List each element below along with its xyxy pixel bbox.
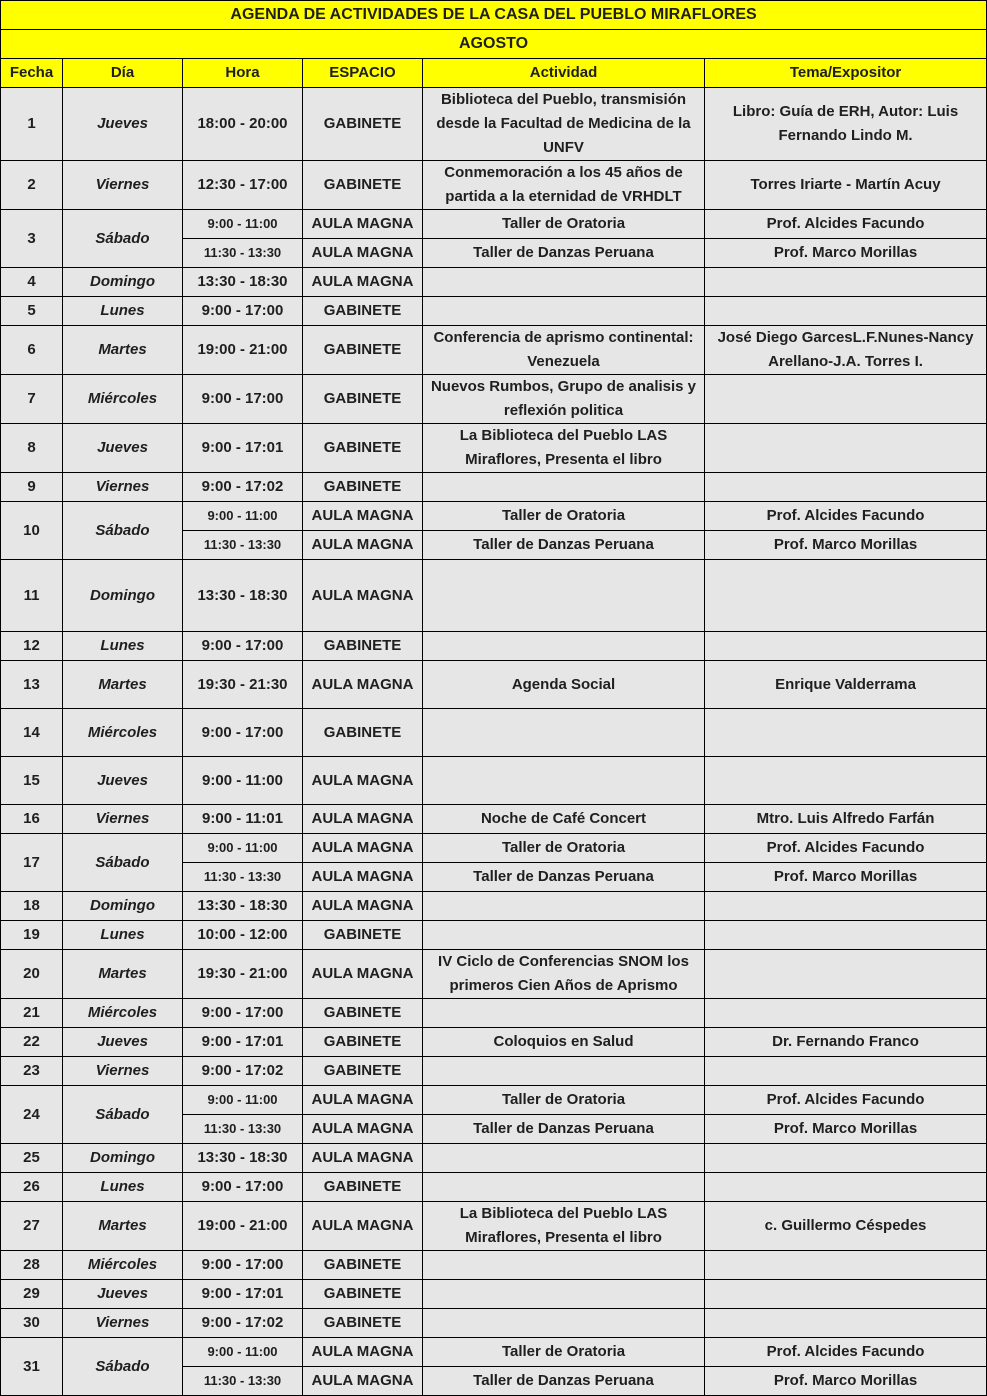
- fecha-cell: 23: [1, 1057, 63, 1086]
- tema-cell: Prof. Marco Morillas: [705, 1367, 987, 1396]
- tema-cell: [705, 1309, 987, 1338]
- espacio-cell: AULA MAGNA: [303, 757, 423, 805]
- espacio-cell: AULA MAGNA: [303, 502, 423, 531]
- column-header-tema: Tema/Expositor: [705, 59, 987, 88]
- fecha-cell: 13: [1, 661, 63, 709]
- tema-cell: [705, 632, 987, 661]
- espacio-cell: AULA MAGNA: [303, 210, 423, 239]
- actividad-cell: Conferencia de aprismo continental: Venezuela: [423, 326, 705, 375]
- hora-cell: 9:00 - 11:00: [183, 1338, 303, 1367]
- tema-cell: Prof. Marco Morillas: [705, 863, 987, 892]
- hora-cell: 13:30 - 18:30: [183, 1144, 303, 1173]
- fecha-cell: 8: [1, 424, 63, 473]
- dia-cell: Miércoles: [63, 999, 183, 1028]
- dia-cell: Domingo: [63, 268, 183, 297]
- fecha-cell: 29: [1, 1280, 63, 1309]
- espacio-cell: AULA MAGNA: [303, 805, 423, 834]
- actividad-cell: [423, 757, 705, 805]
- espacio-cell: GABINETE: [303, 709, 423, 757]
- hora-cell: 9:00 - 11:00: [183, 502, 303, 531]
- hora-cell: 9:00 - 17:00: [183, 375, 303, 424]
- actividad-cell: La Biblioteca del Pueblo LAS Miraflores, Presenta el libro: [423, 1202, 705, 1251]
- espacio-cell: GABINETE: [303, 88, 423, 161]
- actividad-cell: Taller de Oratoria: [423, 210, 705, 239]
- espacio-cell: AULA MAGNA: [303, 834, 423, 863]
- table-row: [1, 632, 987, 661]
- fecha-cell: 1: [1, 88, 63, 161]
- fecha-cell: 2: [1, 161, 63, 210]
- dia-cell: Viernes: [63, 473, 183, 502]
- espacio-cell: AULA MAGNA: [303, 661, 423, 709]
- fecha-cell: 19: [1, 921, 63, 950]
- actividad-cell: Coloquios en Salud: [423, 1028, 705, 1057]
- tema-cell: [705, 473, 987, 502]
- hora-cell: 9:00 - 17:00: [183, 1173, 303, 1202]
- dia-cell: Jueves: [63, 424, 183, 473]
- dia-cell: Lunes: [63, 632, 183, 661]
- actividad-cell: [423, 921, 705, 950]
- dia-cell: Miércoles: [63, 375, 183, 424]
- tema-cell: [705, 1280, 987, 1309]
- table-row: [1, 661, 987, 709]
- actividad-cell: [423, 1173, 705, 1202]
- hora-cell: 9:00 - 17:01: [183, 424, 303, 473]
- actividad-cell: [423, 473, 705, 502]
- espacio-cell: GABINETE: [303, 326, 423, 375]
- espacio-cell: AULA MAGNA: [303, 1086, 423, 1115]
- hora-cell: 9:00 - 17:01: [183, 1028, 303, 1057]
- table-row: [1, 1144, 987, 1173]
- fecha-cell: 3: [1, 210, 63, 268]
- espacio-cell: AULA MAGNA: [303, 950, 423, 999]
- table-row: [1, 999, 987, 1028]
- fecha-cell: 31: [1, 1338, 63, 1396]
- actividad-cell: Taller de Danzas Peruana: [423, 531, 705, 560]
- tema-cell: [705, 757, 987, 805]
- tema-cell: Mtro. Luis Alfredo Farfán: [705, 805, 987, 834]
- hora-cell: 9:00 - 17:00: [183, 999, 303, 1028]
- tema-cell: [705, 297, 987, 326]
- fecha-cell: 26: [1, 1173, 63, 1202]
- table-row: [1, 375, 987, 424]
- fecha-cell: 11: [1, 560, 63, 632]
- actividad-cell: [423, 709, 705, 757]
- table-row: [1, 1309, 987, 1338]
- hora-cell: 11:30 - 13:30: [183, 863, 303, 892]
- month-title: AGOSTO: [1, 30, 987, 59]
- table-row: [1, 161, 987, 210]
- hora-cell: 9:00 - 17:02: [183, 1057, 303, 1086]
- fecha-cell: 20: [1, 950, 63, 999]
- espacio-cell: GABINETE: [303, 375, 423, 424]
- tema-cell: [705, 921, 987, 950]
- hora-cell: 11:30 - 13:30: [183, 239, 303, 268]
- fecha-cell: 30: [1, 1309, 63, 1338]
- fecha-cell: 7: [1, 375, 63, 424]
- actividad-cell: Nuevos Rumbos, Grupo de analisis y reflexión politica: [423, 375, 705, 424]
- table-row: [1, 560, 987, 632]
- actividad-cell: [423, 999, 705, 1028]
- espacio-cell: AULA MAGNA: [303, 863, 423, 892]
- actividad-cell: [423, 268, 705, 297]
- espacio-cell: GABINETE: [303, 632, 423, 661]
- tema-cell: [705, 1144, 987, 1173]
- dia-cell: Miércoles: [63, 1251, 183, 1280]
- hora-cell: 9:00 - 11:01: [183, 805, 303, 834]
- fecha-cell: 17: [1, 834, 63, 892]
- fecha-cell: 22: [1, 1028, 63, 1057]
- tema-cell: [705, 709, 987, 757]
- table-row: [1, 326, 987, 375]
- hora-cell: 9:00 - 17:00: [183, 297, 303, 326]
- hora-cell: 9:00 - 11:00: [183, 757, 303, 805]
- hora-cell: 9:00 - 11:00: [183, 1086, 303, 1115]
- actividad-cell: [423, 560, 705, 632]
- espacio-cell: AULA MAGNA: [303, 531, 423, 560]
- column-header-actividad: Actividad: [423, 59, 705, 88]
- actividad-cell: Conmemoración a los 45 años de partida a la eternidad de VRHDLT: [423, 161, 705, 210]
- column-header-dia: Día: [63, 59, 183, 88]
- hora-cell: 13:30 - 18:30: [183, 560, 303, 632]
- tema-cell: [705, 375, 987, 424]
- dia-cell: Martes: [63, 661, 183, 709]
- fecha-cell: 25: [1, 1144, 63, 1173]
- fecha-cell: 15: [1, 757, 63, 805]
- tema-cell: [705, 892, 987, 921]
- dia-cell: Sábado: [63, 210, 183, 268]
- tema-cell: [705, 1251, 987, 1280]
- agenda-body: [1, 88, 987, 1396]
- actividad-cell: Taller de Danzas Peruana: [423, 239, 705, 268]
- tema-cell: [705, 424, 987, 473]
- fecha-cell: 5: [1, 297, 63, 326]
- hora-cell: 9:00 - 11:00: [183, 210, 303, 239]
- hora-cell: 9:00 - 17:02: [183, 1309, 303, 1338]
- espacio-cell: GABINETE: [303, 424, 423, 473]
- espacio-cell: AULA MAGNA: [303, 1115, 423, 1144]
- hora-cell: 9:00 - 17:02: [183, 473, 303, 502]
- dia-cell: Domingo: [63, 892, 183, 921]
- tema-cell: [705, 268, 987, 297]
- actividad-cell: Taller de Danzas Peruana: [423, 1367, 705, 1396]
- tema-cell: Prof. Alcides Facundo: [705, 210, 987, 239]
- table-row: [1, 805, 987, 834]
- table-row: [1, 1338, 987, 1367]
- actividad-cell: Taller de Oratoria: [423, 1338, 705, 1367]
- actividad-cell: [423, 1057, 705, 1086]
- dia-cell: Miércoles: [63, 709, 183, 757]
- table-row: [1, 709, 987, 757]
- hora-cell: 9:00 - 11:00: [183, 834, 303, 863]
- table-row: [1, 892, 987, 921]
- dia-cell: Domingo: [63, 1144, 183, 1173]
- fecha-cell: 9: [1, 473, 63, 502]
- column-header-hora: Hora: [183, 59, 303, 88]
- table-row: [1, 210, 987, 239]
- tema-cell: Libro: Guía de ERH, Autor: Luis Fernando Lindo M.: [705, 88, 987, 161]
- actividad-cell: [423, 632, 705, 661]
- hora-cell: 19:00 - 21:00: [183, 326, 303, 375]
- espacio-cell: GABINETE: [303, 1173, 423, 1202]
- fecha-cell: 14: [1, 709, 63, 757]
- tema-cell: [705, 950, 987, 999]
- fecha-cell: 6: [1, 326, 63, 375]
- table-row: [1, 297, 987, 326]
- fecha-cell: 16: [1, 805, 63, 834]
- espacio-cell: AULA MAGNA: [303, 1202, 423, 1251]
- dia-cell: Sábado: [63, 1086, 183, 1144]
- actividad-cell: [423, 1251, 705, 1280]
- tema-cell: [705, 560, 987, 632]
- actividad-cell: Taller de Danzas Peruana: [423, 863, 705, 892]
- espacio-cell: GABINETE: [303, 1251, 423, 1280]
- dia-cell: Jueves: [63, 1028, 183, 1057]
- espacio-cell: AULA MAGNA: [303, 239, 423, 268]
- tema-cell: c. Guillermo Céspedes: [705, 1202, 987, 1251]
- espacio-cell: GABINETE: [303, 161, 423, 210]
- tema-cell: Torres Iriarte - Martín Acuy: [705, 161, 987, 210]
- hora-cell: 12:30 - 17:00: [183, 161, 303, 210]
- hora-cell: 19:30 - 21:00: [183, 950, 303, 999]
- tema-cell: [705, 1173, 987, 1202]
- hora-cell: 9:00 - 17:00: [183, 1251, 303, 1280]
- dia-cell: Sábado: [63, 502, 183, 560]
- espacio-cell: GABINETE: [303, 1028, 423, 1057]
- dia-cell: Viernes: [63, 161, 183, 210]
- column-header-espacio: ESPACIO: [303, 59, 423, 88]
- espacio-cell: GABINETE: [303, 999, 423, 1028]
- actividad-cell: Biblioteca del Pueblo, transmisión desde la Facultad de Medicina de la UNFV: [423, 88, 705, 161]
- hora-cell: 11:30 - 13:30: [183, 531, 303, 560]
- espacio-cell: AULA MAGNA: [303, 1338, 423, 1367]
- table-row: [1, 502, 987, 531]
- actividad-cell: [423, 892, 705, 921]
- column-header-fecha: Fecha: [1, 59, 63, 88]
- tema-cell: Prof. Alcides Facundo: [705, 1086, 987, 1115]
- actividad-cell: [423, 1309, 705, 1338]
- fecha-cell: 4: [1, 268, 63, 297]
- dia-cell: Lunes: [63, 921, 183, 950]
- tema-cell: José Diego GarcesL.F.Nunes-Nancy Arellano-J.A. Torres I.: [705, 326, 987, 375]
- dia-cell: Martes: [63, 326, 183, 375]
- tema-cell: Prof. Marco Morillas: [705, 1115, 987, 1144]
- table-row: [1, 1251, 987, 1280]
- espacio-cell: GABINETE: [303, 473, 423, 502]
- table-row: [1, 1202, 987, 1251]
- hora-cell: 9:00 - 17:01: [183, 1280, 303, 1309]
- dia-cell: Martes: [63, 1202, 183, 1251]
- espacio-cell: AULA MAGNA: [303, 892, 423, 921]
- table-row: [1, 921, 987, 950]
- tema-cell: [705, 1057, 987, 1086]
- espacio-cell: GABINETE: [303, 1057, 423, 1086]
- actividad-cell: [423, 297, 705, 326]
- table-row: [1, 1057, 987, 1086]
- hora-cell: 18:00 - 20:00: [183, 88, 303, 161]
- dia-cell: Sábado: [63, 1338, 183, 1396]
- actividad-cell: Agenda Social: [423, 661, 705, 709]
- actividad-cell: La Biblioteca del Pueblo LAS Miraflores, Presenta el libro: [423, 424, 705, 473]
- tema-cell: Prof. Alcides Facundo: [705, 834, 987, 863]
- espacio-cell: AULA MAGNA: [303, 560, 423, 632]
- table-row: [1, 950, 987, 999]
- espacio-cell: GABINETE: [303, 297, 423, 326]
- actividad-cell: Noche de Café Concert: [423, 805, 705, 834]
- fecha-cell: 24: [1, 1086, 63, 1144]
- dia-cell: Jueves: [63, 88, 183, 161]
- espacio-cell: AULA MAGNA: [303, 268, 423, 297]
- hora-cell: 11:30 - 13:30: [183, 1367, 303, 1396]
- tema-cell: [705, 999, 987, 1028]
- dia-cell: Lunes: [63, 297, 183, 326]
- tema-cell: Prof. Alcides Facundo: [705, 1338, 987, 1367]
- hora-cell: 9:00 - 17:00: [183, 709, 303, 757]
- actividad-cell: Taller de Oratoria: [423, 502, 705, 531]
- fecha-cell: 28: [1, 1251, 63, 1280]
- hora-cell: 13:30 - 18:30: [183, 268, 303, 297]
- actividad-cell: [423, 1280, 705, 1309]
- actividad-cell: IV Ciclo de Conferencias SNOM los primeros Cien Años de Aprismo: [423, 950, 705, 999]
- hora-cell: 11:30 - 13:30: [183, 1115, 303, 1144]
- hora-cell: 19:30 - 21:30: [183, 661, 303, 709]
- hora-cell: 19:00 - 21:00: [183, 1202, 303, 1251]
- espacio-cell: GABINETE: [303, 921, 423, 950]
- tema-cell: Enrique Valderrama: [705, 661, 987, 709]
- dia-cell: Jueves: [63, 757, 183, 805]
- dia-cell: Jueves: [63, 1280, 183, 1309]
- table-row: [1, 424, 987, 473]
- table-row: [1, 1028, 987, 1057]
- fecha-cell: 21: [1, 999, 63, 1028]
- table-row: [1, 834, 987, 863]
- actividad-cell: [423, 1144, 705, 1173]
- tema-cell: Prof. Alcides Facundo: [705, 502, 987, 531]
- actividad-cell: Taller de Oratoria: [423, 1086, 705, 1115]
- fecha-cell: 12: [1, 632, 63, 661]
- agenda-title: AGENDA DE ACTIVIDADES DE LA CASA DEL PUEBLO MIRAFLORES: [1, 1, 987, 30]
- hora-cell: 10:00 - 12:00: [183, 921, 303, 950]
- column-header-row: [1, 59, 987, 88]
- espacio-cell: GABINETE: [303, 1309, 423, 1338]
- espacio-cell: GABINETE: [303, 1280, 423, 1309]
- hora-cell: 9:00 - 17:00: [183, 632, 303, 661]
- table-row: [1, 1086, 987, 1115]
- actividad-cell: Taller de Danzas Peruana: [423, 1115, 705, 1144]
- espacio-cell: AULA MAGNA: [303, 1367, 423, 1396]
- actividad-cell: Taller de Oratoria: [423, 834, 705, 863]
- dia-cell: Martes: [63, 950, 183, 999]
- fecha-cell: 18: [1, 892, 63, 921]
- table-row: [1, 473, 987, 502]
- fecha-cell: 10: [1, 502, 63, 560]
- tema-cell: Prof. Marco Morillas: [705, 531, 987, 560]
- dia-cell: Lunes: [63, 1173, 183, 1202]
- dia-cell: Domingo: [63, 560, 183, 632]
- dia-cell: Viernes: [63, 1057, 183, 1086]
- tema-cell: Dr. Fernando Franco: [705, 1028, 987, 1057]
- tema-cell: Prof. Marco Morillas: [705, 239, 987, 268]
- table-row: [1, 88, 987, 161]
- table-row: [1, 1280, 987, 1309]
- fecha-cell: 27: [1, 1202, 63, 1251]
- table-row: [1, 757, 987, 805]
- table-row: [1, 268, 987, 297]
- dia-cell: Sábado: [63, 834, 183, 892]
- hora-cell: 13:30 - 18:30: [183, 892, 303, 921]
- dia-cell: Viernes: [63, 805, 183, 834]
- table-row: [1, 1173, 987, 1202]
- dia-cell: Viernes: [63, 1309, 183, 1338]
- espacio-cell: AULA MAGNA: [303, 1144, 423, 1173]
